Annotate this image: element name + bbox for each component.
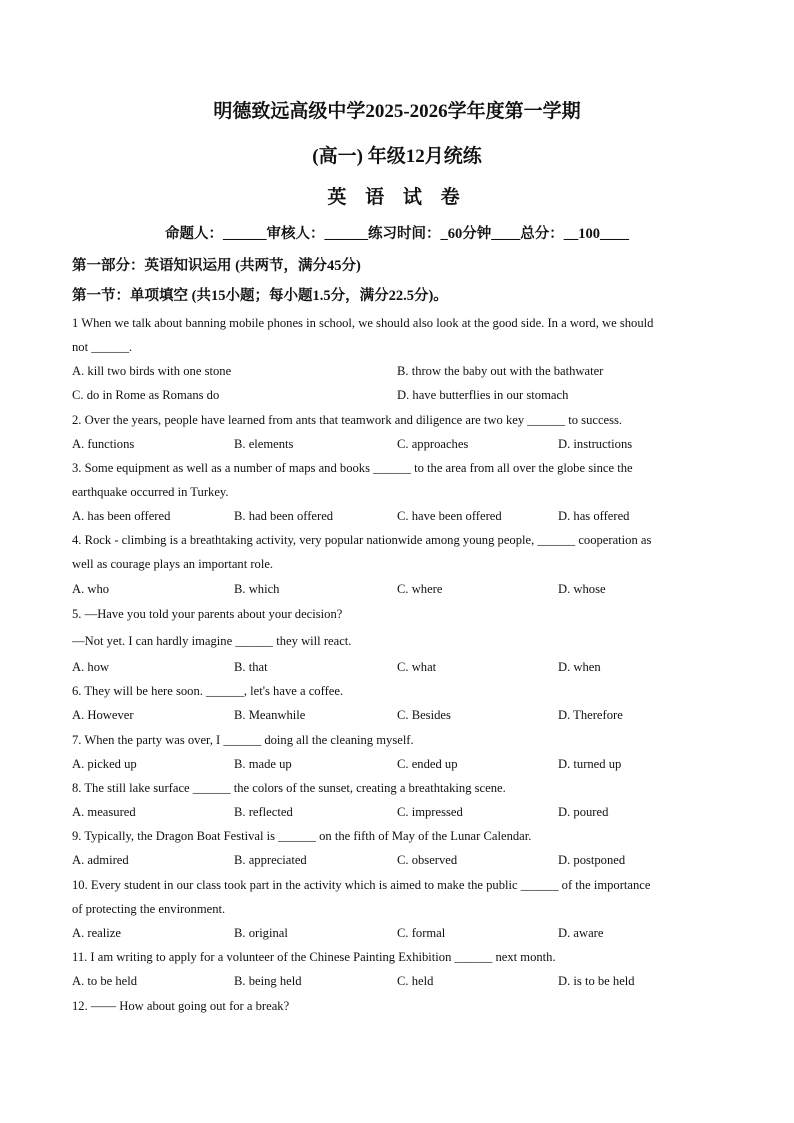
question-4-options	[72, 581, 732, 597]
question-4-stem: 4. Rock - climbing is a breathtaking activity, very popular nationwide among young people, ______ cooperation as	[72, 533, 652, 547]
question-11-options	[72, 973, 732, 989]
question-3-stem: 3. Some equipment as well as a number of maps and books ______ to the area from all over the globe since the	[72, 461, 633, 475]
question-4-stem-cont: well as courage plays an important role.	[72, 557, 274, 571]
question-1-stem: 1 When we talk about banning mobile phones in school, we should also look at the good side. In a word, we should	[72, 316, 654, 330]
question-5-option-a: A. how	[72, 660, 110, 674]
question-8-option-a: A. measured	[72, 805, 136, 819]
question-1-stem-cont: not ______.	[72, 340, 133, 354]
exam-meta-line: 命题人：______审核人：______练习时间：_60分钟____总分：__100____	[165, 226, 629, 242]
question-1-option-d: D. have butterflies in our stomach	[397, 388, 569, 402]
question-7-option-c: C. ended up	[397, 757, 458, 771]
question-4-option-b: B. which	[234, 582, 280, 596]
question-5-stem-cont: —Not yet. I can hardly imagine ______ they will react.	[72, 634, 352, 648]
question-6-option-d: D. Therefore	[558, 708, 623, 722]
question-12-stem: 12. —— How about going out for a break?	[72, 999, 290, 1013]
question-4-option-d: D. whose	[558, 582, 606, 596]
question-2-option-a: A. functions	[72, 437, 135, 451]
question-9-stem: 9. Typically, the Dragon Boat Festival is ______ on the fifth of May of the Lunar Calendar.	[72, 829, 532, 843]
question-2-option-d: D. instructions	[558, 437, 633, 451]
question-5-options	[72, 659, 732, 675]
question-3-option-a: A. has been offered	[72, 509, 171, 523]
question-3-option-c: C. have been offered	[397, 509, 502, 523]
question-2-option-c: C. approaches	[397, 437, 469, 451]
question-10-stem-cont: of protecting the environment.	[72, 902, 226, 916]
question-6-options	[72, 707, 732, 723]
question-11-stem: 11. I am writing to apply for a volunteer of the Chinese Painting Exhibition ______ next month.	[72, 950, 556, 964]
section-one-heading: 第一节：单项填空 (共15小题；每小题1.5分，满分22.5分)。	[72, 288, 448, 304]
question-1-options-row2	[72, 387, 732, 403]
part-one-heading: 第一部分：英语知识运用 (共两节，满分45分)	[72, 258, 361, 274]
question-3-option-b: B. had been offered	[234, 509, 334, 523]
question-6-stem: 6. They will be here soon. ______, let's have a coffee.	[72, 684, 344, 698]
question-10-option-d: D. aware	[558, 926, 604, 940]
question-11-option-d: D. is to be held	[558, 974, 635, 988]
school-title: 明德致远高级中学2025-2026学年度第一学期	[213, 101, 581, 122]
question-10-stem: 10. Every student in our class took part in the activity which is aimed to make the public ______ of the importance	[72, 878, 651, 892]
question-10-option-c: C. formal	[397, 926, 446, 940]
question-10-option-a: A. realize	[72, 926, 121, 940]
question-5-option-d: D. when	[558, 660, 601, 674]
question-9-option-b: B. appreciated	[234, 853, 307, 867]
question-4-option-c: C. where	[397, 582, 443, 596]
question-3-options	[72, 508, 732, 524]
question-6-option-c: C. Besides	[397, 708, 451, 722]
question-11-option-a: A. to be held	[72, 974, 138, 988]
question-8-options	[72, 804, 732, 820]
question-7-option-d: D. turned up	[558, 757, 622, 771]
question-1-option-c: C. do in Rome as Romans do	[72, 388, 220, 402]
question-5-option-c: C. what	[397, 660, 437, 674]
question-2-options	[72, 436, 732, 452]
question-2-option-b: B. elements	[234, 437, 294, 451]
question-8-stem: 8. The still lake surface ______ the colors of the sunset, creating a breathtaking scene.	[72, 781, 506, 795]
question-10-options	[72, 925, 732, 941]
question-5-option-b: B. that	[234, 660, 268, 674]
question-1-option-b: B. throw the baby out with the bathwater	[397, 364, 604, 378]
question-7-stem: 7. When the party was over, I ______ doing all the cleaning myself.	[72, 733, 414, 747]
question-1-options-row1	[72, 363, 732, 379]
question-1-option-a: A. kill two birds with one stone	[72, 364, 232, 378]
question-6-option-b: B. Meanwhile	[234, 708, 306, 722]
question-2-stem: 2. Over the years, people have learned from ants that teamwork and diligence are two key ______ to success.	[72, 413, 623, 427]
question-8-option-d: D. poured	[558, 805, 609, 819]
question-9-options	[72, 852, 732, 868]
question-7-options	[72, 756, 732, 772]
question-8-option-c: C. impressed	[397, 805, 463, 819]
grade-title: (高一) 年级12月统练	[312, 146, 482, 167]
question-6-option-a: A. However	[72, 708, 134, 722]
question-9-option-c: C. observed	[397, 853, 458, 867]
question-4-option-a: A. who	[72, 582, 110, 596]
question-10-option-b: B. original	[234, 926, 288, 940]
question-11-option-c: C. held	[397, 974, 434, 988]
question-11-option-b: B. being held	[234, 974, 302, 988]
question-8-option-b: B. reflected	[234, 805, 293, 819]
question-7-option-a: A. picked up	[72, 757, 137, 771]
question-5-stem: 5. —Have you told your parents about your decision?	[72, 607, 343, 621]
question-3-option-d: D. has offered	[558, 509, 630, 523]
question-3-stem-cont: earthquake occurred in Turkey.	[72, 485, 229, 499]
question-9-option-d: D. postponed	[558, 853, 626, 867]
question-9-option-a: A. admired	[72, 853, 129, 867]
question-7-option-b: B. made up	[234, 757, 292, 771]
subject-title: 英 语 试 卷	[327, 187, 467, 208]
